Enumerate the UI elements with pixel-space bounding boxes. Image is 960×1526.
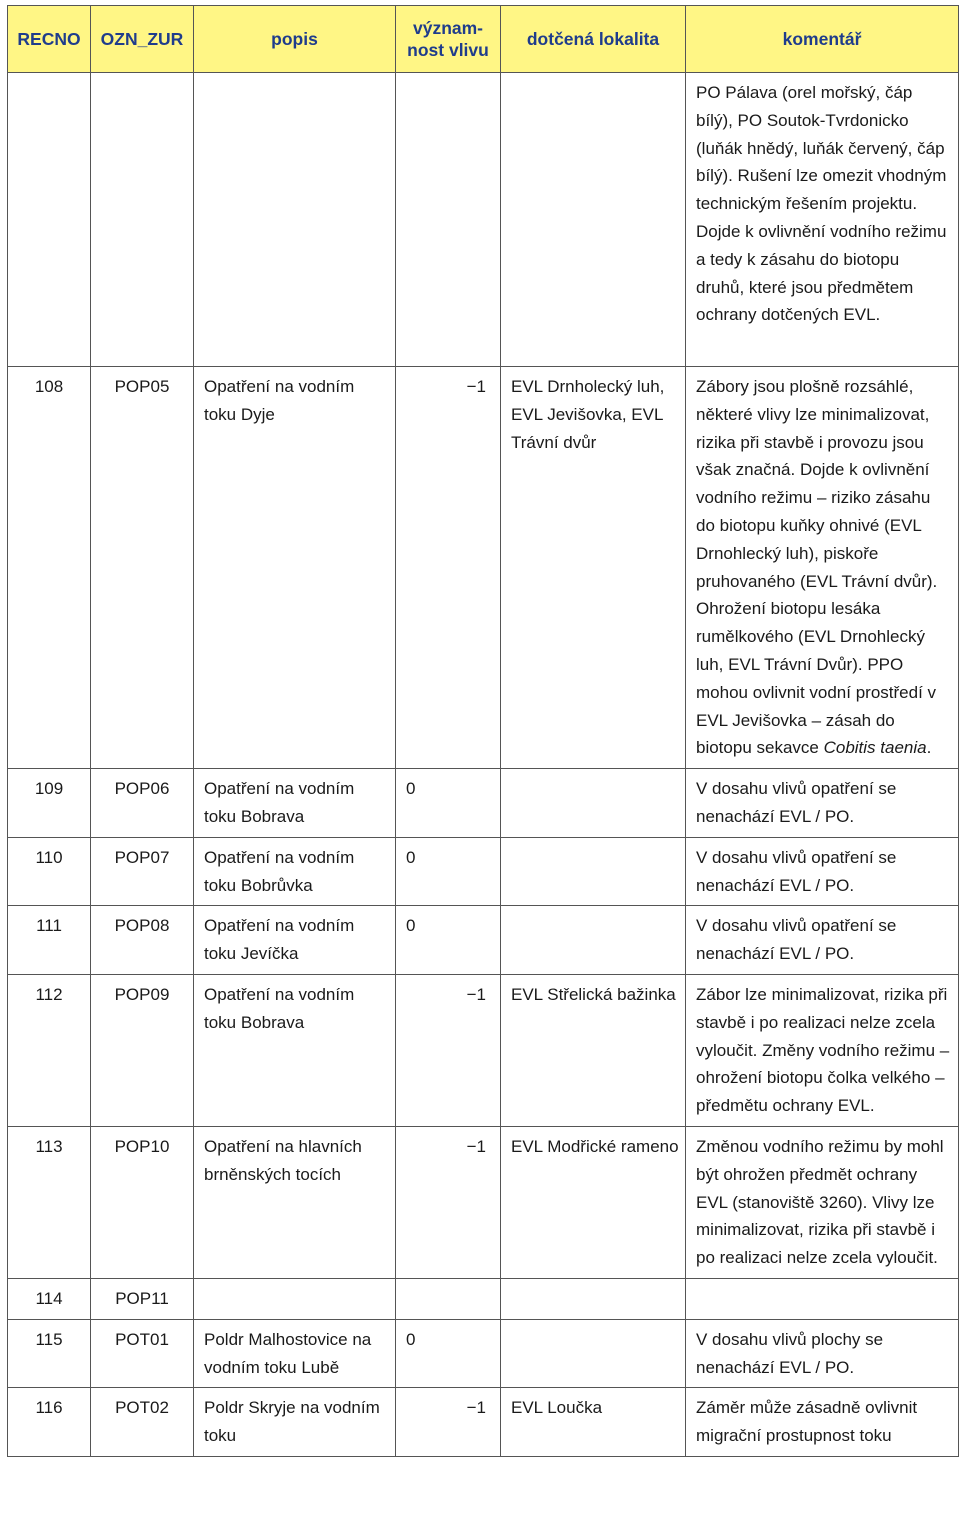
table-row <box>8 367 959 769</box>
cell-vyznam: 0 <box>396 1319 501 1388</box>
cell-komentar: V dosahu vlivů opatření se nenachází EVL / PO. <box>686 769 959 838</box>
cell-popis: Opatření na vodním toku Bobrava <box>194 769 396 838</box>
table-row <box>8 1319 959 1388</box>
header-ozn-zur: OZN_ZUR <box>91 6 194 73</box>
table-row <box>8 974 959 1126</box>
table-row <box>8 1388 959 1457</box>
cell-komentar <box>686 367 959 769</box>
cell-recno: 114 <box>8 1278 91 1319</box>
cell-komentar: Zábor lze minimalizovat, rizika při stavbě i po realizaci nelze zcela vyloučit. Změny vodního režimu – ohrožení biotopu čolka velkého – předmětu ochrany EVL. <box>686 974 959 1126</box>
header-row <box>8 6 959 73</box>
cell-popis: Opatření na hlavních brněnských tocích <box>194 1126 396 1278</box>
cell-vyznam: −1 <box>396 367 501 769</box>
cell-recno: 111 <box>8 906 91 975</box>
cell-ozn: POT02 <box>91 1388 194 1457</box>
cell-lokalita <box>501 73 686 367</box>
cell-vyznam: −1 <box>396 974 501 1126</box>
header-vyznamnost <box>396 6 501 73</box>
cell-recno <box>8 73 91 367</box>
cell-recno: 116 <box>8 1388 91 1457</box>
cell-recno: 113 <box>8 1126 91 1278</box>
cell-recno: 115 <box>8 1319 91 1388</box>
cell-lokalita <box>501 1278 686 1319</box>
cell-komentar: V dosahu vlivů opatření se nenachází EVL / PO. <box>686 906 959 975</box>
cell-lokalita: EVL Drnholecký luh, EVL Jevišovka, EVL Trávní dvůr <box>501 367 686 769</box>
cell-popis: Opatření na vodním toku Bobrůvka <box>194 837 396 906</box>
cell-lokalita <box>501 906 686 975</box>
cell-lokalita: EVL Střelická bažinka <box>501 974 686 1126</box>
komentar-end: . <box>926 738 932 758</box>
cell-vyznam: 0 <box>396 837 501 906</box>
table-row <box>8 1126 959 1278</box>
cell-lokalita: EVL Loučka <box>501 1388 686 1457</box>
header-vyznamnost-line1: význam- <box>412 18 484 38</box>
cell-popis: Poldr Malhostovice na vodním toku Lubě <box>194 1319 396 1388</box>
header-popis: popis <box>194 6 396 73</box>
cell-komentar: Záměr může zásadně ovlivnit migrační prostupnost toku <box>686 1388 959 1457</box>
header-recno: RECNO <box>8 6 91 73</box>
cell-ozn: POP08 <box>91 906 194 975</box>
cell-komentar: V dosahu vlivů plochy se nenachází EVL / PO. <box>686 1319 959 1388</box>
cell-komentar: Změnou vodního režimu by mohl být ohrožen předmět ochrany EVL (stanoviště 3260). Vlivy lze minimalizovat, rizika při stavbě i po realizaci nelze zcela vyloučit. <box>686 1126 959 1278</box>
cell-komentar: V dosahu vlivů opatření se nenachází EVL / PO. <box>686 837 959 906</box>
cell-ozn: POP11 <box>91 1278 194 1319</box>
header-vyznamnost-line2: nost vlivu <box>407 40 489 60</box>
table-row <box>8 1278 959 1319</box>
cell-vyznam <box>396 1278 501 1319</box>
cell-lokalita <box>501 1319 686 1388</box>
cell-vyznam: −1 <box>396 1126 501 1278</box>
cell-ozn: POT01 <box>91 1319 194 1388</box>
table-row <box>8 769 959 838</box>
cell-recno: 109 <box>8 769 91 838</box>
assessment-table <box>7 5 959 1457</box>
header-komentar: komentář <box>686 6 959 73</box>
cell-lokalita <box>501 837 686 906</box>
cell-popis: Poldr Skryje na vodním toku <box>194 1388 396 1457</box>
cell-vyznam: 0 <box>396 906 501 975</box>
cell-ozn: POP06 <box>91 769 194 838</box>
table-row <box>8 837 959 906</box>
header-lokalita: dotčená lokalita <box>501 6 686 73</box>
cell-ozn: POP10 <box>91 1126 194 1278</box>
cell-recno: 108 <box>8 367 91 769</box>
table-row-continuation <box>8 73 959 367</box>
cell-vyznam <box>396 73 501 367</box>
cell-lokalita <box>501 769 686 838</box>
cell-komentar: PO Pálava (orel mořský, čáp bílý), PO Soutok-Tvrdonicko (luňák hnědý, luňák červený, čáp bílý). Rušení lze omezit vhodným technickým řešením projektu. Dojde k ovlivnění vodního režimu a tedy k zásahu do biotopu druhů, které jsou předmětem ochrany dotčených EVL. <box>686 73 959 367</box>
cell-recno: 110 <box>8 837 91 906</box>
cell-popis <box>194 1278 396 1319</box>
cell-komentar <box>686 1278 959 1319</box>
cell-ozn <box>91 73 194 367</box>
komentar-species-italic: Cobitis taenia <box>823 738 927 758</box>
cell-popis: Opatření na vodním toku Jevíčka <box>194 906 396 975</box>
cell-popis: Opatření na vodním toku Bobrava <box>194 974 396 1126</box>
table-row <box>8 906 959 975</box>
cell-ozn: POP05 <box>91 367 194 769</box>
cell-lokalita: EVL Modřické rameno <box>501 1126 686 1278</box>
cell-ozn: POP09 <box>91 974 194 1126</box>
komentar-text: Zábory jsou plošně rozsáhlé, některé vlivy lze minimalizovat, rizika při stavbě i provozu jsou však značná. Dojde k ovlivnění vodního režimu – riziko zásahu do biotopu kuňky ohnivé (EVL Drnohlecký luh), piskoře pruhovaného (EVL Trávní dvůr). Ohrožení biotopu lesáka rumělkového (EVL Drnohlecký luh, EVL Trávní Dvůr). PPO mohou ovlivnit vodní prostředí v EVL Jevišovka – zásah do biotopu sekavce <box>696 377 938 758</box>
cell-vyznam: 0 <box>396 769 501 838</box>
cell-popis <box>194 73 396 367</box>
cell-ozn: POP07 <box>91 837 194 906</box>
cell-popis: Opatření na vodním toku Dyje <box>194 367 396 769</box>
cell-vyznam: −1 <box>396 1388 501 1457</box>
cell-recno: 112 <box>8 974 91 1126</box>
